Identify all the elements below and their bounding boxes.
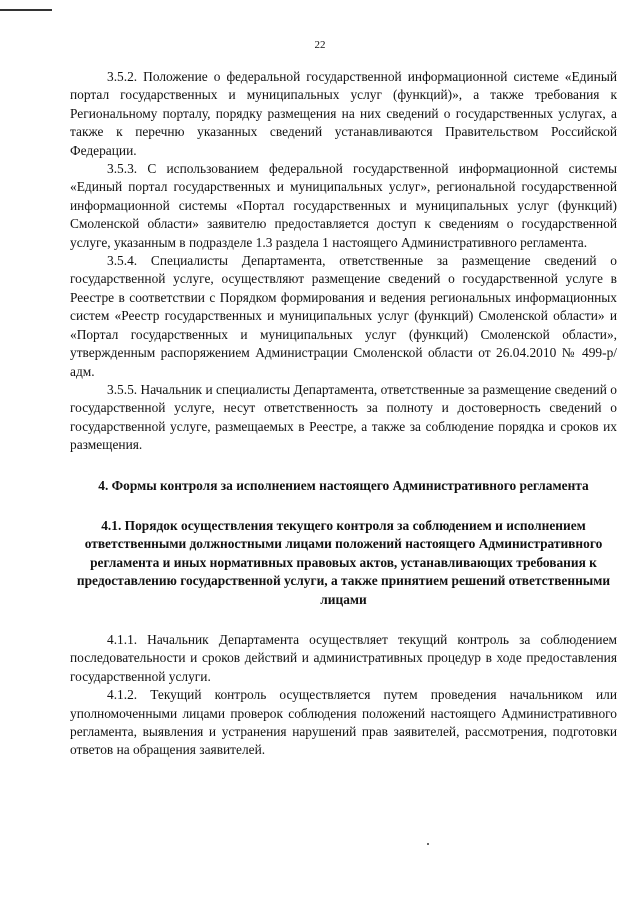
paragraph-3-5-3: 3.5.3. С использованием федеральной государственной информационной системы «Единый портал государственных и муниципальных услуг», региональной государственной информационной системы «Портал государственных и муниципальных услуг (функций) Смоленской области» заявителю предоставляется доступ к сведениям о государственной услуге, указанным в подразделе 1.3 раздела 1 настоящего Административного регламента. <box>70 161 617 250</box>
page-number: 22 <box>314 39 326 51</box>
paragraph-3-5-5: 3.5.5. Начальник и специалисты Департамента, ответственные за размещение сведений о государственной услуге, несут ответственность за полноту и достоверность сведений о государственной услуге, размещаемых в Реестре, а также за соблюдение порядка и сроков их размещения. <box>70 381 617 453</box>
paragraph-3-5-4: 3.5.4. Специалисты Департамента, ответственные за размещение сведений о государственной услуге, осуществляют размещение сведений о государственной услуге в Реестре в соответствии с Порядком формирования и ведения региональных информационных систем «Реестр государственных и муниципальных услуг (функций) Смоленской области» и «Портал государственных и муниципальных услуг (функций) Смоленской области», утвержденным распоряжением Администрации Смоленской области от 26.04.2010 № 499-р/адм. <box>70 253 617 379</box>
paragraph-3-5-2: 3.5.2. Положение о федеральной государственной информационной системе «Единый портал государственных и муниципальных услуг (функций)», а также требования к Региональному порталу, порядку размещения на них сведений о государственных услугах, а также к перечню указанных сведений устанавливаются Правительством Российской Федерации. <box>70 69 617 158</box>
scan-dot-mark <box>427 843 429 845</box>
scan-edge-mark <box>0 9 52 11</box>
paragraph-4-1-1: 4.1.1. Начальник Департамента осуществляет текущий контроль за соблюдением последовательности и сроков действий и административных процедур в ходе предоставления государственной услуги. <box>70 631 617 684</box>
paragraph-4-1-2: 4.1.2. Текущий контроль осуществляется путем проведения начальником или уполномоченными лицами проверок соблюдения положений настоящего Административного регламента, выявления и устранения нарушений прав заявителей, рассмотрения, подготовки ответов на обращения заявителей. <box>70 687 617 758</box>
document-body <box>70 68 617 760</box>
subsection-heading: 4.1. Порядок осуществления текущего контроля за соблюдением и исполнением ответственными должностными лицами положений настоящего Административного регламента и иных нормативных правовых актов, устанавливающих требования к предоставлению государственной услуги, а также принятием решений ответственными лицами <box>76 517 611 607</box>
section-heading: 4. Формы контроля за исполнением настоящего Административного регламента <box>98 477 589 493</box>
